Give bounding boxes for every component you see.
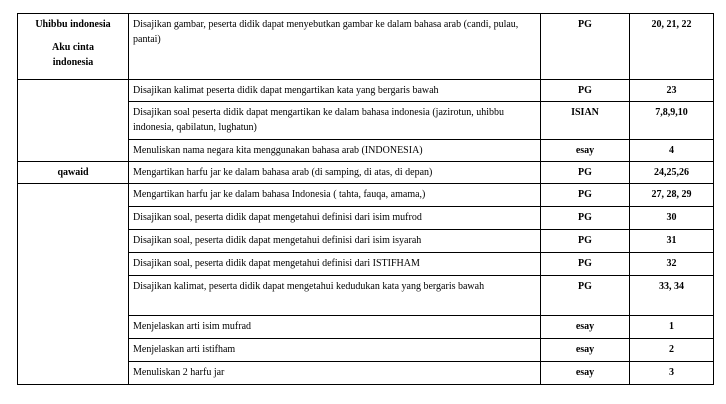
indicator-cell: Disajikan soal, peserta didik dapat mengetahui definisi dari ISTIFHAM — [129, 253, 541, 276]
question-number-cell: 27, 28, 29 — [630, 184, 714, 207]
topic-cell-uhibbu-indonesia — [18, 14, 129, 80]
question-number-cell: 24,25,26 — [630, 162, 714, 184]
question-number-cell: 30 — [630, 207, 714, 230]
question-number-cell: 33, 34 — [630, 276, 714, 316]
question-type-cell: ISIAN — [541, 102, 630, 140]
question-number-cell: 2 — [630, 339, 714, 362]
table-row — [18, 184, 714, 207]
question-number-cell: 23 — [630, 80, 714, 102]
indicator-cell: Menuliskan 2 harfu jar — [129, 362, 541, 385]
question-grid-table — [17, 13, 714, 385]
question-number-cell: 20, 21, 22 — [630, 14, 714, 80]
question-type-cell: PG — [541, 276, 630, 316]
topic-cell-qawaid: qawaid — [18, 162, 129, 184]
indicator-cell: Disajikan gambar, peserta didik dapat menyebutkan gambar ke dalam bahasa arab (candi, pulau, pantai) — [129, 14, 541, 80]
indicator-cell: Mengartikan harfu jar ke dalam bahasa Indonesia ( tahta, fauqa, amama,) — [129, 184, 541, 207]
question-number-cell: 7,8,9,10 — [630, 102, 714, 140]
question-type-cell: PG — [541, 207, 630, 230]
topic-cell-empty — [18, 80, 129, 162]
topic-subtitle-line2: indonesia — [52, 57, 94, 68]
indicator-cell: Menjelaskan arti istifham — [129, 339, 541, 362]
indicator-cell: Menuliskan nama negara kita menggunakan bahasa arab (INDONESIA) — [129, 140, 541, 162]
question-type-cell: esay — [541, 140, 630, 162]
indicator-cell: Menjelaskan arti isim mufrad — [129, 316, 541, 339]
question-number-cell: 4 — [630, 140, 714, 162]
question-number-cell: 1 — [630, 316, 714, 339]
indicator-cell: Disajikan soal peserta didik dapat mengartikan ke dalam bahasa indonesia (jazirotun, uhibbu indonesia, qabilatun, lughatun) — [129, 102, 541, 140]
indicator-cell: Disajikan kalimat peserta didik dapat mengartikan kata yang bergaris bawah — [129, 80, 541, 102]
question-number-cell: 32 — [630, 253, 714, 276]
question-number-cell: 3 — [630, 362, 714, 385]
question-type-cell: PG — [541, 162, 630, 184]
indicator-cell: Disajikan soal, peserta didik dapat mengetahui definisi dari isim isyarah — [129, 230, 541, 253]
question-type-cell: PG — [541, 230, 630, 253]
table-row — [18, 80, 714, 102]
indicator-cell: Disajikan kalimat, peserta didik dapat mengetahui kedudukan kata yang bergaris bawah — [129, 276, 541, 316]
question-number-cell: 31 — [630, 230, 714, 253]
topic-cell-empty — [18, 184, 129, 385]
question-type-cell: PG — [541, 14, 630, 80]
document-page — [17, 13, 714, 385]
question-type-cell: PG — [541, 184, 630, 207]
question-type-cell: PG — [541, 80, 630, 102]
indicator-cell: Mengartikan harfu jar ke dalam bahasa arab (di samping, di atas, di depan) — [129, 162, 541, 184]
table-row — [18, 14, 714, 80]
topic-title: Uhibbu indonesia — [35, 19, 111, 30]
topic-subtitle-line1: Aku cinta — [52, 42, 94, 53]
indicator-cell: Disajikan soal, peserta didik dapat mengetahui definisi dari isim mufrod — [129, 207, 541, 230]
question-type-cell: esay — [541, 339, 630, 362]
question-type-cell: PG — [541, 253, 630, 276]
question-type-cell: esay — [541, 316, 630, 339]
question-type-cell: esay — [541, 362, 630, 385]
table-row — [18, 162, 714, 184]
